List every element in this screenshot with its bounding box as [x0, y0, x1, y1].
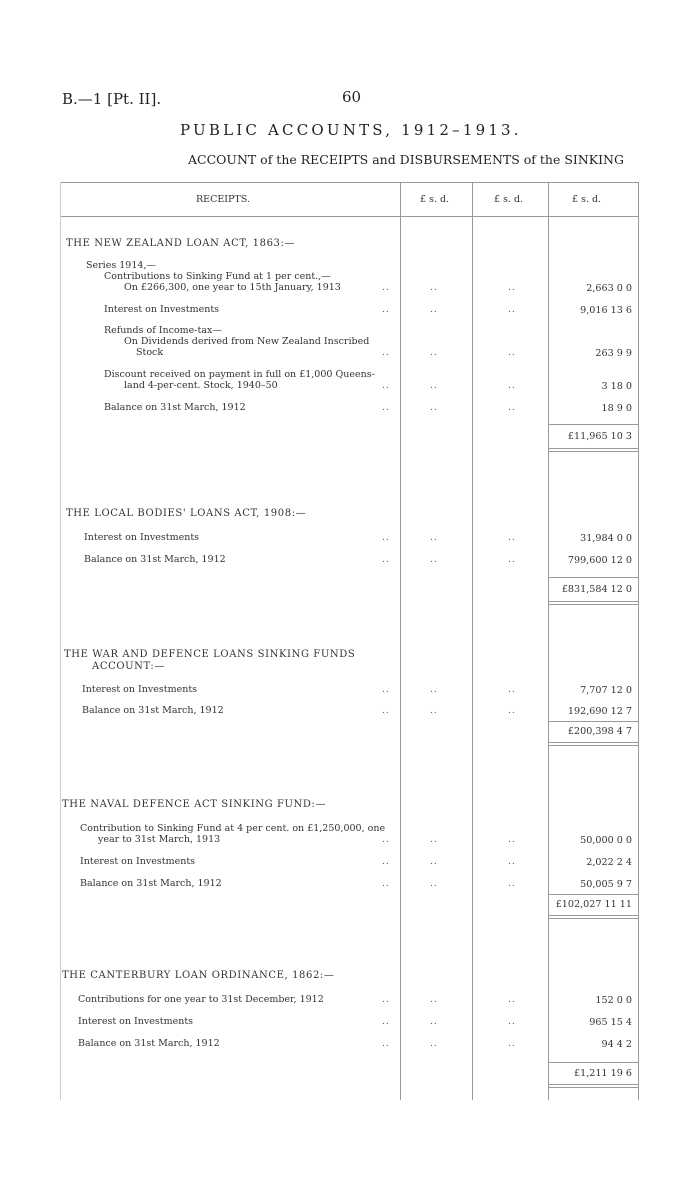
line-text: Balance on 31st March, 1912 — [82, 705, 224, 716]
leader-dots: .. — [508, 381, 516, 391]
leader-dots: .. — [430, 403, 438, 413]
line-text: Discount received on payment in full on £1,000 Queens- — [104, 369, 375, 380]
leader-dots: .. — [430, 348, 438, 358]
section-total: £102,027 11 11 — [555, 899, 632, 910]
leader-dots: .. — [382, 403, 390, 413]
leader-dots: .. — [382, 381, 390, 391]
total-rule — [549, 451, 638, 452]
leader-dots: .. — [430, 1017, 438, 1027]
leader-dots: .. — [430, 381, 438, 391]
table-header-rule — [60, 216, 638, 217]
section-heading: THE NAVAL DEFENCE ACT SINKING FUND:— — [62, 799, 327, 810]
line-text: Balance on 31st March, 1912 — [104, 402, 246, 413]
line-text: Interest on Investments — [82, 684, 198, 695]
total-rule — [549, 424, 638, 425]
column-rule — [472, 182, 473, 1100]
amount: 9,016 13 6 — [580, 305, 632, 316]
line-text: Contributions to Sinking Fund at 1 per cent.,— — [104, 271, 331, 282]
section-heading: THE CANTERBURY LOAN ORDINANCE, 1862:— — [62, 970, 335, 981]
leader-dots: .. — [430, 555, 438, 565]
page-subtitle: ACCOUNT of the RECEIPTS and DISBURSEMENTS of the SINKING — [188, 152, 624, 167]
leader-dots: .. — [508, 857, 516, 867]
section-total: £11,965 10 3 — [567, 431, 632, 442]
line-text: On Dividends derived from New Zealand Inscribed — [124, 336, 370, 347]
leader-dots: .. — [508, 533, 516, 543]
line-text: Refunds of Income-tax— — [104, 325, 222, 336]
table-top-rule — [60, 182, 638, 183]
leader-dots: .. — [508, 1017, 516, 1027]
line-text: Interest on Investments — [78, 1016, 194, 1027]
section-heading: THE NEW ZEALAND LOAN ACT, 1863:— — [66, 238, 296, 249]
total-rule — [549, 894, 638, 895]
leader-dots: .. — [382, 1039, 390, 1049]
line-text: Series 1914,— — [86, 260, 156, 271]
column-rule — [548, 182, 549, 1100]
leader-dots: .. — [430, 533, 438, 543]
amount: 799,600 12 0 — [567, 555, 632, 566]
total-rule — [549, 577, 638, 578]
total-rule — [549, 448, 638, 449]
amount: 50,005 9 7 — [580, 879, 632, 890]
section-heading: THE LOCAL BODIES' LOANS ACT, 1908:— — [66, 508, 307, 519]
total-rule — [549, 721, 638, 722]
column-header-pounds-2: £ s. d. — [494, 194, 524, 205]
line-text: Balance on 31st March, 1912 — [80, 878, 222, 889]
column-rule — [400, 182, 401, 1100]
leader-dots: .. — [382, 879, 390, 889]
section-total: £200,398 4 7 — [567, 726, 632, 737]
column-header-pounds-3: £ s. d. — [572, 194, 602, 205]
total-rule — [549, 745, 638, 746]
leader-dots: .. — [430, 857, 438, 867]
total-rule — [549, 604, 638, 605]
line-text: Contribution to Sinking Fund at 4 per cent. on £1,250,000, one — [80, 823, 386, 834]
line-text: Balance on 31st March, 1912 — [78, 1038, 220, 1049]
line-text: Stock — [136, 347, 164, 358]
leader-dots: .. — [382, 533, 390, 543]
leader-dots: .. — [508, 706, 516, 716]
column-rule — [638, 182, 639, 1100]
amount: 31,984 0 0 — [580, 533, 632, 544]
leader-dots: .. — [508, 1039, 516, 1049]
total-rule — [549, 1084, 638, 1085]
leader-dots: .. — [382, 348, 390, 358]
line-text: Interest on Investments — [84, 532, 200, 543]
leader-dots: .. — [430, 706, 438, 716]
leader-dots: .. — [382, 706, 390, 716]
amount: 3 18 0 — [601, 381, 632, 392]
leader-dots: .. — [382, 995, 390, 1005]
amount: 18 9 0 — [601, 403, 632, 414]
total-rule — [549, 918, 638, 919]
leader-dots: .. — [382, 835, 390, 845]
leader-dots: .. — [382, 555, 390, 565]
line-text: Balance on 31st March, 1912 — [84, 554, 226, 565]
leader-dots: .. — [382, 685, 390, 695]
leader-dots: .. — [382, 857, 390, 867]
leader-dots: .. — [430, 283, 438, 293]
amount: 965 15 4 — [589, 1017, 632, 1028]
total-rule — [549, 1062, 638, 1063]
leader-dots: .. — [430, 835, 438, 845]
leader-dots: .. — [508, 283, 516, 293]
section-heading-continued: ACCOUNT:— — [92, 661, 165, 672]
amount: 94 4 2 — [601, 1039, 632, 1050]
page-number: 60 — [342, 88, 362, 106]
leader-dots: .. — [382, 305, 390, 315]
leader-dots: .. — [508, 305, 516, 315]
column-header-pounds-1: £ s. d. — [420, 194, 450, 205]
leader-dots: .. — [430, 879, 438, 889]
amount: 2,663 0 0 — [586, 283, 632, 294]
leader-dots: .. — [508, 835, 516, 845]
line-text: Interest on Investments — [80, 856, 196, 867]
leader-dots: .. — [508, 995, 516, 1005]
leader-dots: .. — [430, 305, 438, 315]
section-total: £831,584 12 0 — [561, 584, 632, 595]
column-rule — [60, 182, 61, 1100]
amount: 263 9 9 — [595, 348, 632, 359]
page-title: PUBLIC ACCOUNTS, 1912–1913. — [180, 121, 522, 139]
leader-dots: .. — [430, 1039, 438, 1049]
amount: 152 0 0 — [595, 995, 632, 1006]
total-rule — [549, 1087, 638, 1088]
total-rule — [549, 742, 638, 743]
line-text: On £266,300, one year to 15th January, 1913 — [124, 282, 341, 293]
total-rule — [549, 915, 638, 916]
line-text: Interest on Investments — [104, 304, 220, 315]
amount: 7,707 12 0 — [580, 685, 632, 696]
amount: 192,690 12 7 — [567, 706, 632, 717]
leader-dots: .. — [508, 685, 516, 695]
leader-dots: .. — [508, 879, 516, 889]
document-reference: B.—1 [Pt. II]. — [62, 90, 162, 108]
leader-dots: .. — [430, 685, 438, 695]
line-text: Contributions for one year to 31st December, 1912 — [78, 994, 324, 1005]
leader-dots: .. — [382, 283, 390, 293]
leader-dots: .. — [508, 403, 516, 413]
section-heading: THE WAR AND DEFENCE LOANS SINKING FUNDS — [64, 649, 356, 660]
section-total: £1,211 19 6 — [574, 1068, 632, 1079]
leader-dots: .. — [508, 555, 516, 565]
leader-dots: .. — [430, 995, 438, 1005]
leader-dots: .. — [382, 1017, 390, 1027]
column-header-receipts: RECEIPTS. — [196, 194, 250, 205]
amount: 50,000 0 0 — [580, 835, 632, 846]
line-text: land 4-per-cent. Stock, 1940–50 — [124, 380, 278, 391]
amount: 2,022 2 4 — [586, 857, 632, 868]
line-text: year to 31st March, 1913 — [98, 834, 221, 845]
leader-dots: .. — [508, 348, 516, 358]
total-rule — [549, 601, 638, 602]
